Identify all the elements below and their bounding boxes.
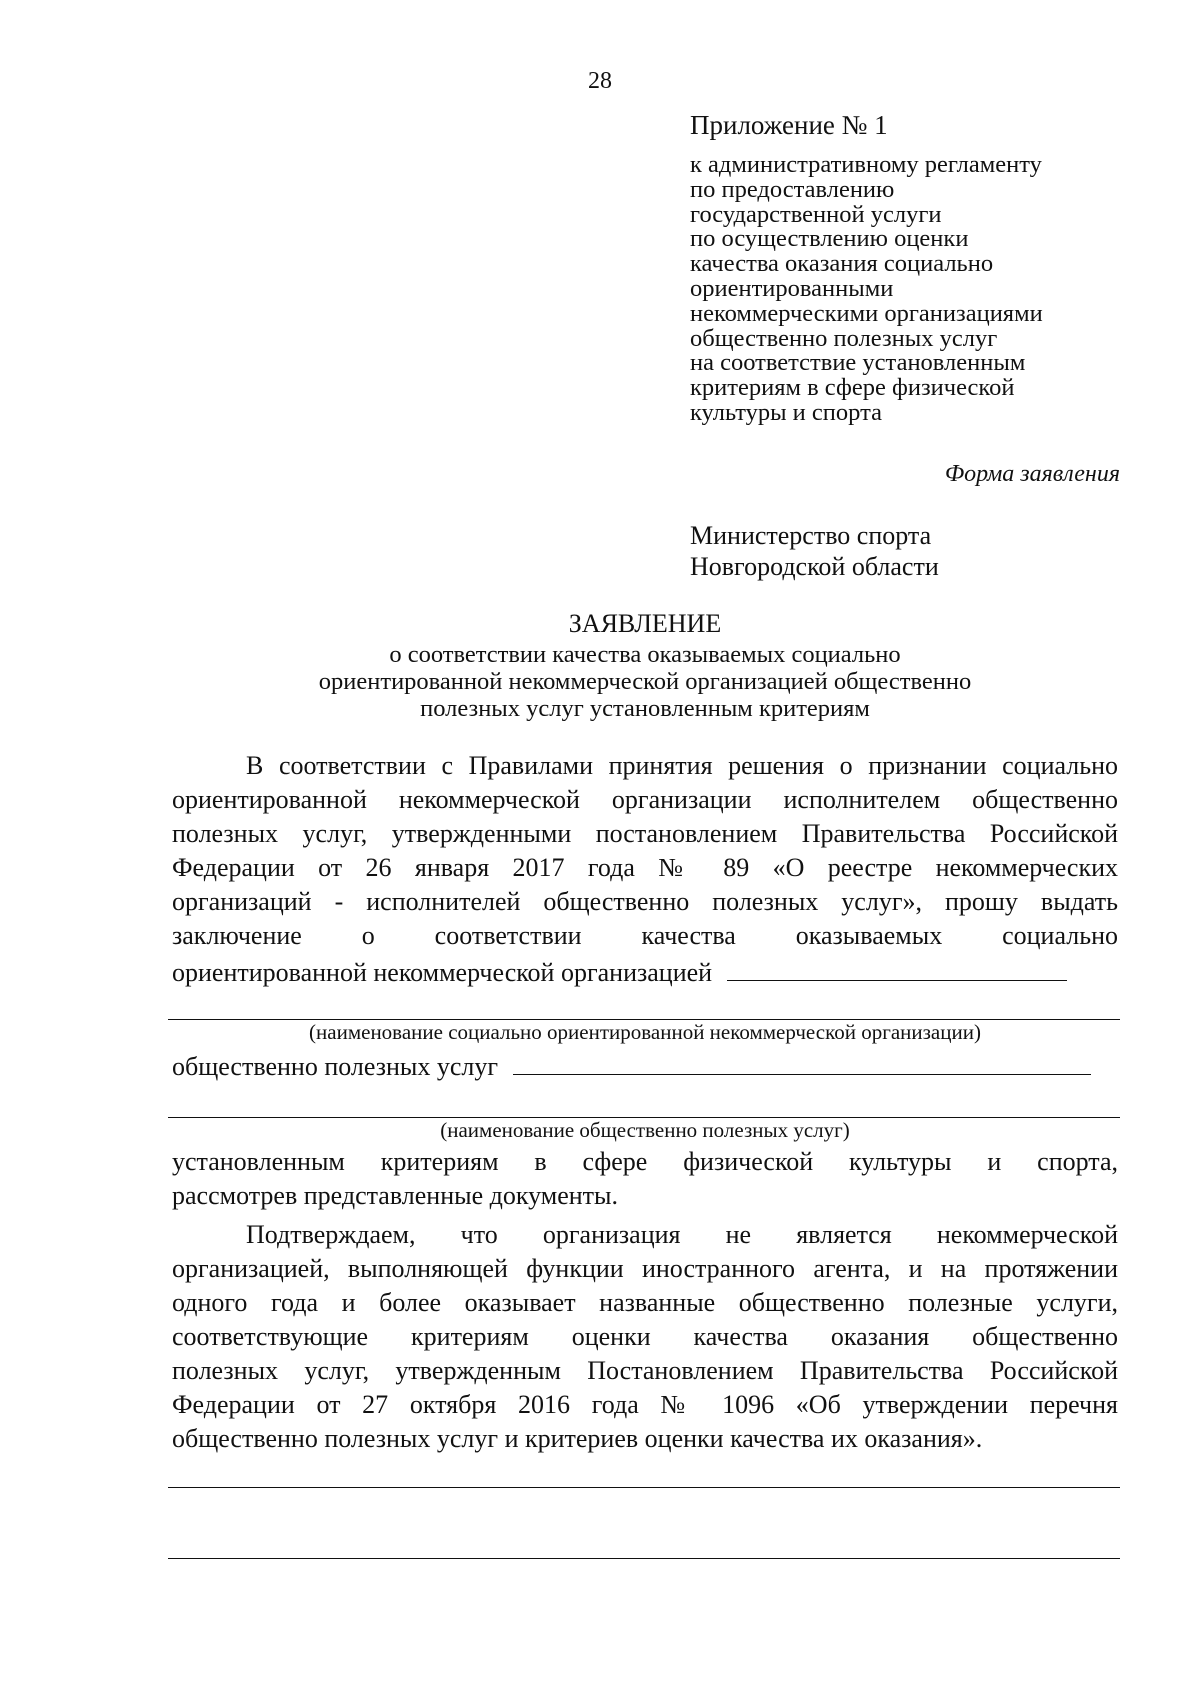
paragraph-line: полезных услуг, утвержденным Постановлением Правительства Российской [172, 1356, 1118, 1385]
appendix-line: по осуществлению оценки [690, 225, 969, 253]
appendix-line: качества оказания социально [690, 250, 994, 278]
signature-line[interactable] [168, 1487, 1120, 1488]
appendix-line: ориентированными [690, 274, 894, 302]
services-line [172, 1048, 1118, 1082]
document-subtitle [0, 641, 1200, 722]
appendix-reference [690, 153, 1043, 426]
services-caption: (наименование общественно полезных услуг) [440, 1118, 850, 1142]
services-blank[interactable] [513, 1048, 1091, 1075]
services-text: общественно полезных услуг [172, 1052, 499, 1081]
paragraph-line: рассмотрев представленные документы. [172, 1181, 618, 1210]
addressee [690, 520, 939, 582]
page-number: 28 [588, 68, 612, 94]
form-label: Форма заявления [944, 461, 1120, 487]
appendix-line: критериям в сфере физической [690, 374, 1015, 402]
paragraph-line: ориентированной некоммерческой организации исполнителем общественно [172, 785, 1118, 814]
paragraph-line: общественно полезных услуг и критериев оценки качества их оказания». [172, 1424, 983, 1453]
appendix-line: на соответствие установленным [690, 349, 1026, 377]
paragraph-text: ориентированной некоммерческой организацией [172, 958, 713, 987]
appendix-line: общественно полезных услуг [690, 324, 998, 352]
appendix-line: по предоставлению [690, 175, 895, 203]
signature-line[interactable] [168, 1558, 1120, 1559]
paragraph-line: соответствующие критериям оценки качества оказания общественно [172, 1322, 1118, 1351]
subtitle-line: ориентированной некоммерческой организацией общественно [318, 668, 972, 695]
paragraph-line: заключение о соответствии качества оказываемых социально [172, 921, 1118, 950]
subtitle-line: о соответствии качества оказываемых социально [389, 641, 901, 668]
paragraph-line: В соответствии с Правилами принятия решения о признании социально [246, 751, 1118, 780]
appendix-line: культуры и спорта [690, 398, 882, 426]
addressee-line: Новгородской области [690, 552, 939, 581]
paragraph-line: Федерации от 26 января 2017 года № 89 «О реестре некоммерческих [172, 853, 1118, 882]
appendix-line: к административному регламенту [690, 151, 1042, 178]
paragraph-line: полезных услуг, утвержденными постановлением Правительства Российской [172, 819, 1118, 848]
document-title: ЗАЯВЛЕНИЕ [568, 609, 722, 638]
org-name-caption: (наименование социально ориентированной некоммерческой организации) [309, 1020, 981, 1044]
org-name-blank[interactable] [727, 954, 1067, 981]
appendix-line: некоммерческими организациями [690, 299, 1043, 327]
paragraph-line: Федерации от 27 октября 2016 года № 1096 «Об утверждении перечня [172, 1390, 1118, 1419]
paragraph-line: одного года и более оказывает названные общественно полезные услуги, [172, 1288, 1118, 1317]
appendix-line: государственной услуги [690, 200, 942, 228]
paragraph-line [172, 954, 1118, 988]
appendix-title: Приложение № 1 [690, 110, 888, 140]
paragraph-line: установленным критериям в сфере физической культуры и спорта, [172, 1147, 1118, 1176]
paragraph-line: организаций - исполнителей общественно полезных услуг», прошу выдать [172, 887, 1118, 916]
paragraph-line: Подтверждаем, что организация не является некоммерческой [246, 1220, 1118, 1249]
addressee-line: Министерство спорта [690, 521, 932, 550]
subtitle-line: полезных услуг установленным критериям [420, 695, 870, 722]
paragraph-line: организацией, выполняющей функции иностранного агента, и на протяжении [172, 1254, 1118, 1283]
